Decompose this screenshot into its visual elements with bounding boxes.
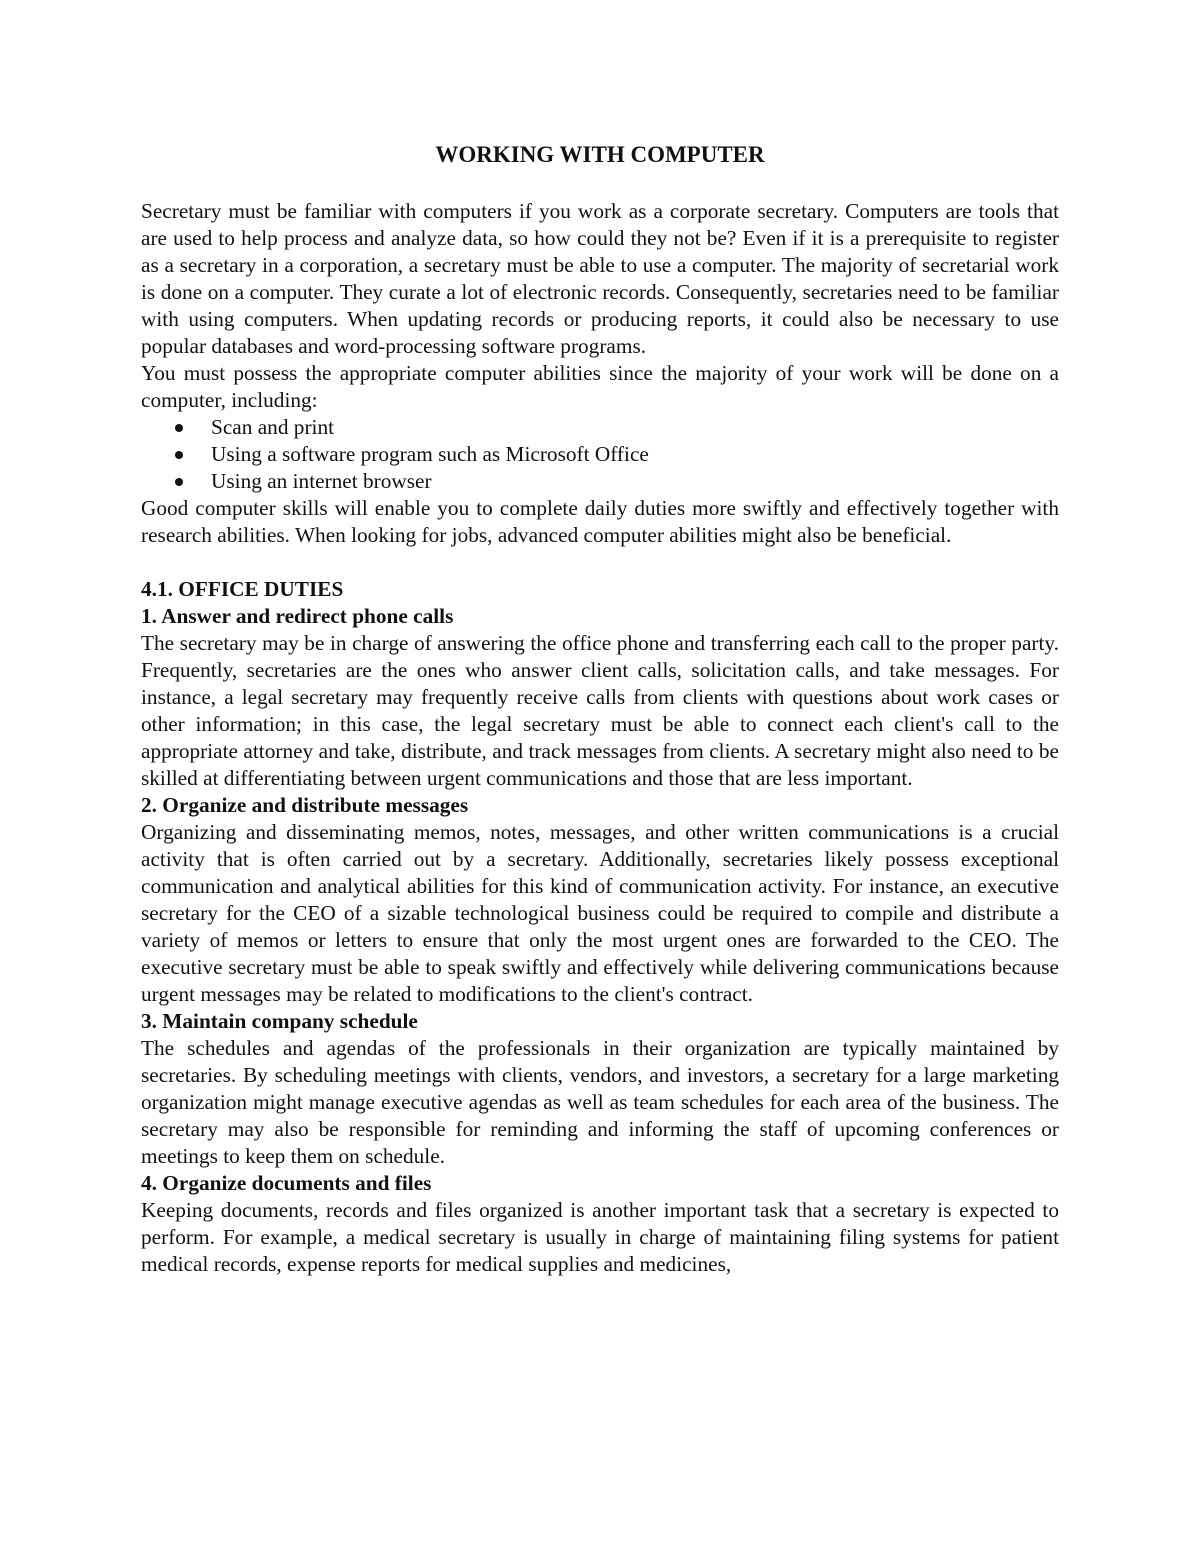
duty-heading-schedule: 3. Maintain company schedule	[141, 1009, 418, 1033]
page-title: WORKING WITH COMPUTER	[435, 142, 765, 167]
abilities-list	[141, 414, 1059, 495]
intro-paragraph: Secretary must be familiar with computers if you work as a corporate secretary. Computers are tools that are used to help process and analyze data, so how could they not be? Even if it is a prerequisite to register as a secretary in a corporation, a secretary must be able to use a computer. The majority of secretarial work is done on a computer. They curate a lot of electronic records. Consequently, secretaries need to be familiar with using computers. When updating records or producing reports, it could also be necessary to use popular databases and word-processing software programs.	[141, 199, 1059, 358]
duty-text-messages: Organizing and disseminating memos, notes, messages, and other written communications is a crucial activity that is often carried out by a secretary. Additionally, secretaries likely possess exceptional communication and analytical abilities for this kind of communication activity. For instance, an executive secretary for the CEO of a sizable technological business could be required to compile and distribute a variety of memos or letters to ensure that only the most urgent ones are forwarded to the CEO. The executive secretary must be able to speak swiftly and effectively while delivering communications because urgent messages may be related to modifications to the client's contract.	[141, 820, 1059, 1006]
duty-heading-phone-calls: 1. Answer and redirect phone calls	[141, 604, 454, 628]
duty-text-phone-calls: The secretary may be in charge of answering the office phone and transferring each call to the proper party. Frequently, secretaries are the ones who answer client calls, solicitation calls, and take messages. For instance, a legal secretary may frequently receive calls from clients with questions about work cases or other information; in this case, the legal secretary must be able to connect each client's call to the appropriate attorney and take, distribute, and track messages from clients. A secretary might also need to be skilled at differentiating between urgent communications and those that are less important.	[141, 631, 1059, 790]
abilities-intro: You must possess the appropriate computer abilities since the majority of your work will be done on a computer, including:	[141, 361, 1059, 412]
document-page	[141, 140, 1059, 1278]
duty-heading-documents: 4. Organize documents and files	[141, 1171, 432, 1195]
bullet-icon	[175, 478, 183, 486]
list-item-text: Using a software program such as Microsoft Office	[211, 442, 649, 466]
list-item	[141, 468, 1059, 495]
bullet-icon	[175, 451, 183, 459]
section-heading: 4.1. OFFICE DUTIES	[141, 577, 344, 601]
spacer	[141, 549, 1059, 576]
list-item-text: Using an internet browser	[211, 469, 432, 493]
list-item	[141, 441, 1059, 468]
duty-text-documents: Keeping documents, records and files organized is another important task that a secretary is expected to perform. For example, a medical secretary is usually in charge of maintaining filing systems for patient medical records, expense reports for medical supplies and medicines,	[141, 1198, 1059, 1276]
skills-paragraph: Good computer skills will enable you to complete daily duties more swiftly and effectively together with research abilities. When looking for jobs, advanced computer abilities might also be beneficial.	[141, 496, 1059, 547]
list-item-text: Scan and print	[211, 415, 335, 439]
duty-text-schedule: The schedules and agendas of the professionals in their organization are typically maintained by secretaries. By scheduling meetings with clients, vendors, and investors, a secretary for a large marketing organization might manage executive agendas as well as team schedules for each area of the business. The secretary may also be responsible for reminding and informing the staff of upcoming conferences or meetings to keep them on schedule.	[141, 1036, 1059, 1168]
duty-heading-messages: 2. Organize and distribute messages	[141, 793, 469, 817]
list-item	[141, 414, 1059, 441]
bullet-icon	[175, 424, 183, 432]
